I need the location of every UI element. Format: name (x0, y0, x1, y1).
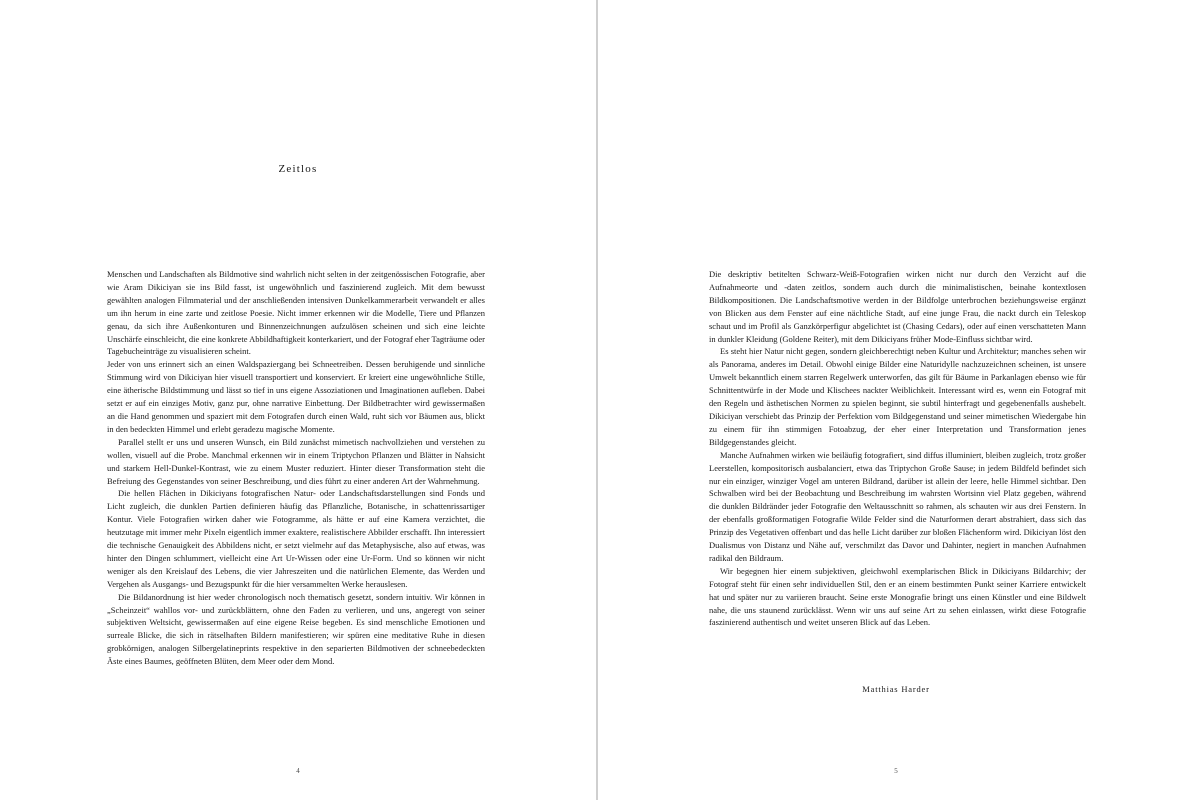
body-text-right (709, 268, 1086, 629)
paragraph: Die Bildanordnung ist hier weder chronologisch noch thematisch gesetzt, sondern intuitiv. Wir können in „Scheinzeit“ wahllos vor- und zurückblättern, ohne den Faden zu verlieren, und uns, angeregt von seiner subjektiven Weltsicht, gewissermaßen auf eine eigene Reise begeben. Es sind menschliche Emotionen und surreale Blicke, die sich in rätselhaften Bildern manifestieren; wir spüren eine meditative Ruhe in diesen grobkörnigen, analogen Silbergelatineprints respektive in den separierten Bildmotiven der schneebedeckten Äste eines Baumes, geöffneten Blüten, dem Meer oder dem Mond. (107, 591, 485, 667)
paragraph: Menschen und Landschaften als Bildmotive sind wahrlich nicht selten in der zeitgenössischen Fotografie, aber wie Aram Dikiciyan sie ins Bild fasst, ist ungewöhnlich und faszinierend zugleich. Mit dem bewusst gewählten analogen Filmmaterial und der anschließenden intensiven Dunkelkammerarbeit verwandelt er alles um ihn herum in eine zarte und zeitlose Poesie. Nicht immer erkennen wir die Modelle, Tiere und Pflanzen genau, da sich ihre Außenkonturen und Binnenzeichnungen aufzulösen scheinen und sich eine leichte Unschärfe einschleicht, die eine konkrete Abbildhaftigkeit konterkariert, und der Fotograf eher Tagträume oder Tagebucheinträge zu visualisieren scheint. (107, 269, 485, 357)
paragraph: Die deskriptiv betitelten Schwarz-Weiß-Fotografien wirken nicht nur durch den Verzicht auf die Aufnahmeorte und -daten zeitlos, sondern auch durch die minimalistischen, beinahe kontextlosen Bildkompositionen. Die Landschaftsmotive werden in der Bildfolge unterbrochen beziehungsweise ergänzt von Blicken aus dem Fenster auf eine nächtliche Stadt, auf eine junge Frau, die nackt durch ein Teleskop schaut und im Profil als Ganzkörperfigur abgelichtet ist (Chasing Cedars), oder auf einen verschatteten Mann in dunkler Kleidung (Goldene Reiter), mit dem Dikiciyans früher Mode-Einfluss sichtbar wird. (709, 269, 1086, 344)
right-page (598, 0, 1194, 800)
page-number: 5 (894, 767, 898, 775)
paragraph: Es steht hier Natur nicht gegen, sondern gleichberechtigt neben Kultur und Architektur; manches sehen wir als Panorama, anderes im Detail. Obwohl einige Bilder eine Naturidylle nachzuzeichnen scheinen, ist unsere Umwelt bekanntlich einem starren Regelwerk unterworfen, das gilt für Bäume in Parkanlagen ebenso wie für Schnittentwürfe in der Mode und Klischees nackter Weiblichkeit. Interessant wird es, wenn ein Fotograf mit den Regeln und ästhetischen Normen zu spielen beginnt, sie subtil hinterfragt und gegebenenfalls aushebelt. Dikiciyan verschiebt das Prinzip der Perfektion vom Bildgegenstand und seiner mimetischen Wiedergabe hin zu einem für ihn stimmigen Fotoabzug, der eher einer Interpretation und Transformation jenes Bildgegenstandes gleicht. (709, 346, 1086, 447)
page-number: 4 (296, 767, 300, 775)
body-text-left (107, 268, 485, 668)
paragraph: Die hellen Flächen in Dikiciyans fotografischen Natur- oder Landschaftsdarstellungen sind Fonds und Licht zugleich, die dunklen Partien definieren häufig das Pflanzliche, Botanische, in schattenrissartiger Kontur. Viele Fotografien wirken daher wie Fotogramme, als hätte er auf eine Kamera verzichtet, die heutzutage mit immer mehr Pixeln eigentlich immer exaktere, realistischere Abbilder erschafft. Ihn interessiert die technische Genauigkeit des Abbildens nicht, er setzt vielmehr auf das Metaphysische, also auf etwas, was hinter den Dingen schlummert, vielleicht eine Art Ur-Wissen oder eine Ur-Form. Und so können wir nicht weniger als den Kreislauf des Lebens, die vier Jahreszeiten und die natürlichen Elemente, das Werden und Vergehen als Ausgangs- und Bezugspunkt für die hier versammelten Werke herauslesen. (107, 488, 485, 589)
paragraph: Parallel stellt er uns und unseren Wunsch, ein Bild zunächst mimetisch nachvollziehen und verstehen zu wollen, visuell auf die Probe. Manchmal erkennen wir in einem Triptychon Pflanzen und Blätter in Nahsicht und starkem Hell-Dunkel-Kontrast, wie zu einem Muster reduziert. Hinter dieser Transformation steht die Befreiung des Gegenstandes von seiner Beschreibung, und dies führt zu einer anderen Art der Wahrnehmung. (107, 436, 485, 486)
paragraph: Wir begegnen hier einem subjektiven, gleichwohl exemplarischen Blick in Dikiciyans Bildarchiv; der Fotograf steht für einen sehr individuellen Stil, den er an einem bestimmten Punkt seiner Karriere entwickelt hat und später nur zu variieren braucht. Seine erste Monografie bringt uns einen Künstler und eine Bildwelt nahe, die uns staunend zurücklässt. Wenn wir uns auf seine Art zu sehen einlassen, wirkt diese Fotografie faszinierend authentisch und weitet unseren Blick auf das Leben. (709, 565, 1086, 628)
page-title: Zeitlos (278, 163, 318, 175)
left-page (0, 0, 596, 800)
paragraph: Manche Aufnahmen wirken wie beiläufig fotografiert, sind diffus illuminiert, bleiben zugleich, trotz großer Leerstellen, kompositorisch ausbalanciert, etwa das Triptychon Große Sause; in jedem Bildfeld befindet sich nur ein einziger, winziger Vogel am unteren Bildrand, darüber ist allein der leere, helle Himmel sichtbar. Den Schwalben wird bei der Beobachtung und Beschreibung im wahrsten Wortsinn viel Platz gegeben, während die dunklen Bildränder jeder Fotografie den Weltausschnitt so rahmen, als schauten wir aus drei Fenstern. In der ebenfalls großformatigen Fotografie Wilde Felder sind die Naturformen derart abstrahiert, dass sich das Prinzip des Vegetativen offenbart und das helle Licht darüber zur bloßen Flächenform wird. Dikiciyan löst den Dualismus von Distanz und Nähe auf, verschmilzt das Davor und Dahinter, negiert in manchen Aufnahmen radikal den Bildraum. (709, 449, 1086, 563)
author-name: Matthias Harder (862, 684, 930, 694)
paragraph: Jeder von uns erinnert sich an einen Waldspaziergang bei Schneetreiben. Dessen beruhigende und sinnliche Stimmung wird von Dikiciyan hier visuell transportiert und konserviert. Er kreiert eine ungewöhnliche Stille, eine ätherische Bildstimmung und lässt so tief in uns eigene Assoziationen und Imaginationen aufleben. Dabei setzt er auf ein einziges Motiv, ganz pur, ohne narrative Einbettung. Der Bildbetrachter wird gewissermaßen an die Hand genommen und spaziert mit dem Fotografen durch einen Wald, ruht sich vor Bäumen aus, blickt in den bedeckten Himmel und erlebt geradezu magische Momente. (107, 359, 485, 434)
